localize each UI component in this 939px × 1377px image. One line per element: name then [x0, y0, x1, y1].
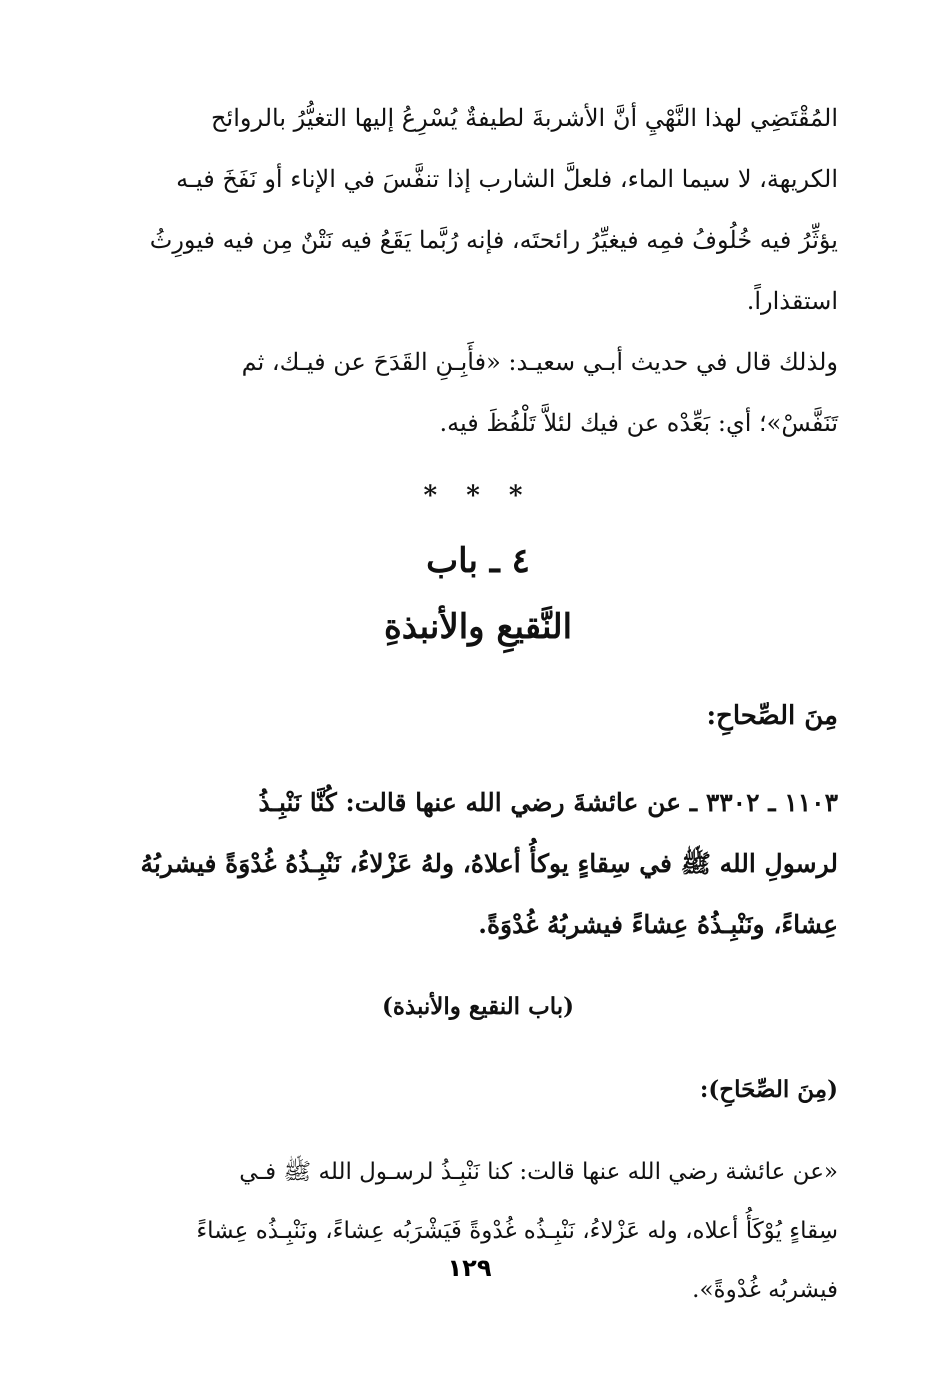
- second-paragraph: [118, 332, 838, 454]
- commentary-text: [118, 1143, 838, 1320]
- hadith-line: لرسولِ الله ﷺ في سِقاءٍ يوكأُ أعلاهُ، ولهُ عَزْلاءُ، نَنْبِـذُهُ غُدْوَةً فيشربُهُ: [140, 849, 838, 878]
- chapter-title: النَّقيعِ والأنبذةِ: [383, 607, 573, 647]
- intro-line: المُقْتَضِي لهذا النَّهْيِ أنَّ الأشربةَ لطيفةٌ يُسْرِعُ إليها التغيُّرُ بالروائح: [211, 104, 838, 132]
- commentary-line: فيشربُه غُدْوةً».: [692, 1277, 838, 1303]
- second-paragraph-line: ولذلك قال في حديث أبـي سعيـد: «فأَبِـنِ القَدَحَ عن فيـك، ثم: [241, 348, 838, 376]
- intro-line: يؤثِّرُ فيه خُلُوفُ فمِه فيغيِّرُ رائحتَه، فإنه رُبَّما يَقَعُ فيه نَتْنٌ مِن فيه فيورِثُ: [149, 226, 838, 254]
- commentary-line: سِقاءٍ يُوْكَأُ أعلاه، وله عَزْلاءُ، نَنْبِـذُه غُدْوةً فَيَشْرَبُه عِشاءً، ونَنْبِـذُه عِشاءً: [196, 1218, 838, 1244]
- commentary-heading: (باب النقيع والأنبذة): [381, 993, 575, 1020]
- hadith-line: ١١٠٣ ـ ٣٣٠٢ ـ عن عائشةَ رضي الله عنها قالت: كُنَّا نَنْبِـذُ: [258, 788, 838, 817]
- hadith-text: [118, 772, 838, 955]
- intro-line: الكريهة، لا سيما الماء، فلعلَّ الشارب إذا تنفَّسَ في الإناء أو نَفَخَ فيـه: [176, 165, 838, 193]
- commentary-section-label: (مِنَ الصِّحَاحِ):: [699, 1076, 838, 1103]
- section-label: مِنَ الصِّحاحِ:: [706, 701, 838, 731]
- page-number: ١٢٩: [447, 1254, 492, 1282]
- hadith-line: عِشاءً، ونَنْبِـذُهُ عِشاءً فيشربُهُ غُدْوَةً.: [478, 910, 838, 939]
- intro-paragraph: [118, 88, 838, 332]
- second-paragraph-line: تَنَفَّسْ»؛ أي: بَعِّدْه عن فيك لئلاَّ تَلْفُظَ فيه.: [439, 409, 838, 437]
- chapter-number: ٤ ـ باب: [426, 541, 530, 581]
- intro-line: استقذاراً.: [746, 287, 838, 315]
- commentary-line: «عن عائشة رضي الله عنها قالت: كنا نَنْبِـذُ لرسـول الله ﷺ فـي: [239, 1159, 838, 1185]
- section-separator: * * *: [423, 481, 533, 511]
- page-body: [118, 88, 838, 1320]
